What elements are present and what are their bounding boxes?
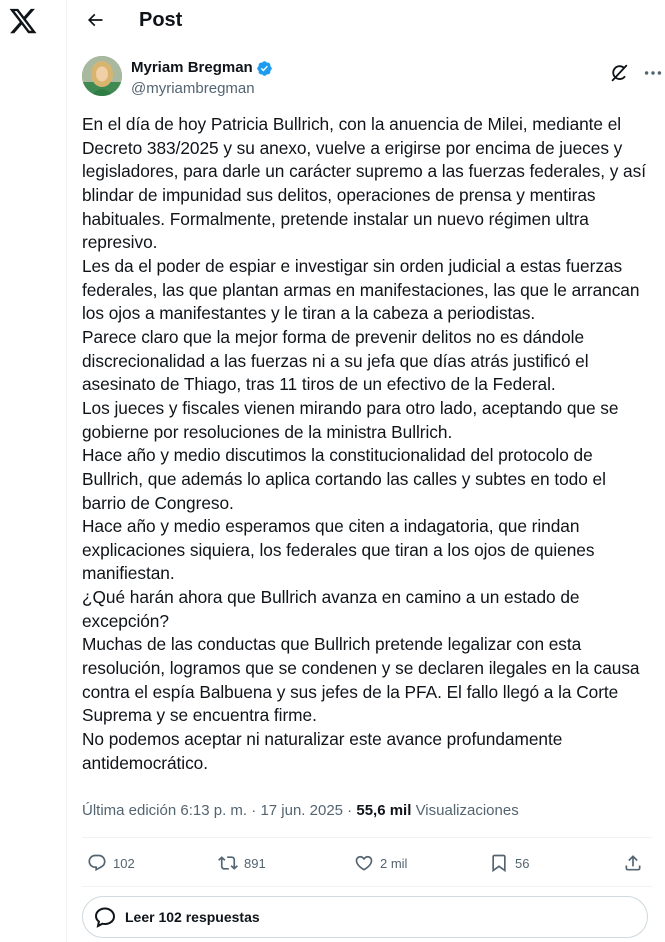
post-paragraph: Parece claro que la mejor forma de prevenir delitos no es dándole discrecionalidad a las fuerzas ni a su jefa que días atrás justificó el asesinato de Thiago, tras 11 tiros de un efectivo de la Federal. [82, 326, 589, 395]
views-count: 55,6 mil [356, 802, 412, 819]
avatar[interactable] [82, 56, 122, 96]
x-logo-icon[interactable] [8, 6, 38, 36]
read-replies-button[interactable] [82, 896, 648, 938]
action-bar [82, 848, 652, 878]
heart-icon [354, 853, 374, 873]
bookmark-icon [489, 853, 509, 873]
post-meta [82, 801, 652, 821]
bookmark-button[interactable] [489, 848, 529, 878]
back-button[interactable] [79, 4, 111, 36]
verified-badge-icon [256, 60, 273, 77]
chat-bubble-icon [93, 905, 117, 929]
post-paragraph: Les da el poder de espiar e investigar sin orden judicial a estas fuerzas federales, las que plantan armas en manifestaciones, las que le arrancan los ojos a manifestantes y le tiran a la cabeza a periodistas. [82, 255, 640, 324]
share-button[interactable] [623, 848, 643, 878]
post-paragraph: Los jueces y fiscales vienen mirando para otro lado, aceptando que se gobierne por resoluciones de la ministra Bullrich. [82, 397, 619, 442]
repost-icon [218, 853, 238, 873]
read-replies-label: Leer 102 respuestas [125, 909, 260, 925]
meta-separator: · [343, 802, 357, 819]
post-date[interactable]: 17 jun. 2025 [260, 802, 344, 819]
post-paragraph: ¿Qué harán ahora que Bullrich avanza en camino a un estado de excepción? [82, 587, 580, 631]
repost-count: 891 [244, 855, 266, 871]
edit-history-link[interactable]: Última edición 6:13 p. m. [82, 802, 248, 819]
post-paragraph: Hace año y medio discutimos la constitucionalidad del protocolo de Bullrich, que además lo aplica cortando las calles y subtes en todo el barrio de Congreso. [82, 445, 606, 513]
grok-icon[interactable] [608, 62, 630, 84]
post-text [82, 113, 652, 775]
post-paragraph: Hace año y medio esperamos que citen a indagatoria, que rindan explicaciones siquiera, los federales que tiran a los ojos de quienes manifiestan. [82, 516, 595, 584]
post-time: 6:13 p. m. [180, 802, 248, 819]
like-button[interactable] [354, 848, 407, 878]
reply-bubble-icon [87, 853, 107, 873]
author-name-text: Myriam Bregman [131, 59, 253, 76]
reply-button[interactable] [87, 848, 135, 878]
nav-rail [0, 0, 67, 942]
post-paragraph: En el día de hoy Patricia Bullrich, con la anuencia de Milei, mediante el Decreto 383/2025 y su anexo, vuelve a erigirse por encima de jueces y legisladores, para darle un carácter supremo a las fuerzas federales, y así blindar de impunidad sus delitos, operaciones de prensa y mentiras habituales. Formalmente, pretende instalar un nuevo régimen ultra represivo. [82, 114, 646, 253]
post-paragraph: Muchas de las conductas que Bullrich pretende legalizar con esta resolución, logramos que se condenen y se declaren ilegales en la causa contra el espía Balbuena y sus jefes de la PFA. El fallo llegó a la Corte Suprema y se encuentra firme. [82, 634, 640, 726]
views-label: Visualizaciones [415, 802, 519, 819]
author-row [82, 56, 652, 100]
arrow-left-icon [85, 10, 105, 30]
divider [82, 886, 652, 887]
divider [82, 837, 652, 838]
bookmark-count: 56 [515, 855, 530, 871]
author-name[interactable] [131, 59, 273, 77]
repost-button[interactable] [218, 848, 266, 878]
author-handle[interactable]: @myriambregman [131, 80, 255, 97]
share-icon [623, 853, 643, 873]
meta-separator: · [247, 802, 261, 819]
page-title: Post [139, 9, 183, 31]
page-header [67, 0, 665, 40]
like-count: 2 mil [380, 855, 408, 871]
reply-count: 102 [113, 855, 135, 871]
more-horizontal-icon[interactable] [642, 62, 664, 84]
post-paragraph: No podemos aceptar ni naturalizar este avance profundamente antidemocrático. [82, 729, 563, 773]
